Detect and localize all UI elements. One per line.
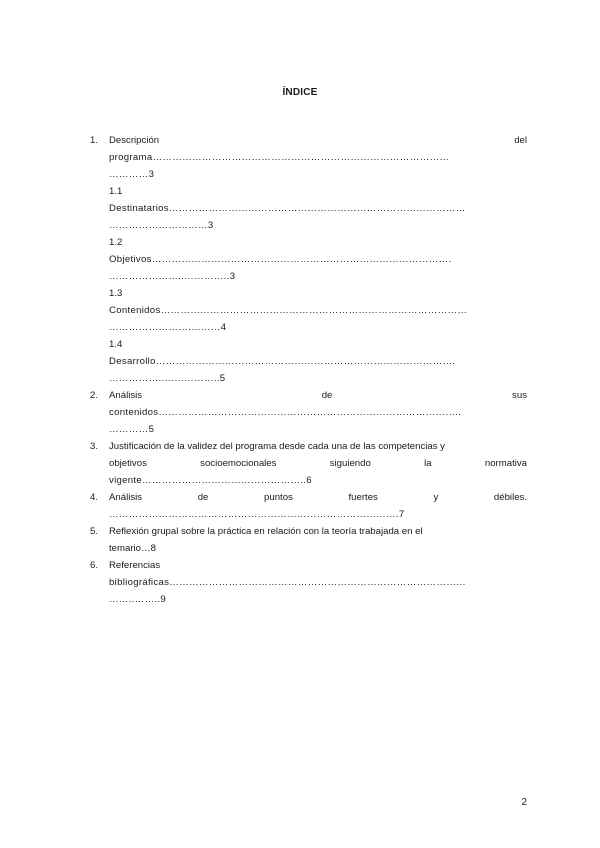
toc-subitem-1-2-line2[interactable]: …………………..…………..3: [109, 271, 236, 282]
toc-subitem-1-1-line2[interactable]: …………………………3: [109, 220, 214, 231]
toc-item-5-line2[interactable]: temario…8: [109, 543, 156, 554]
toc-item-4-line1[interactable]: Análisis de puntos fuertes y débiles.: [109, 492, 527, 503]
toc-item-number[interactable]: 5.: [90, 526, 99, 537]
toc-subitem-1-3-number[interactable]: 1.3: [109, 288, 123, 299]
toc-item-number[interactable]: 3.: [90, 441, 99, 452]
toc-item-1-line3[interactable]: …………3: [109, 169, 155, 180]
toc-subitem-1-3-line2[interactable]: …………………….………4: [109, 322, 227, 333]
toc-item-number[interactable]: 2.: [90, 390, 99, 401]
toc-subitem-1-3-line1[interactable]: Contenidos…………………………………………………………………………………: [109, 305, 468, 316]
toc-subitem-1-2-line1[interactable]: Objetivos……………………………………………………………………………….: [109, 254, 452, 265]
toc-item-number[interactable]: 1.: [90, 135, 99, 146]
toc-item-2-line3[interactable]: …………5: [109, 424, 155, 435]
toc-subitem-1-1-line1[interactable]: Destinatarios………………………………………………………………………………: [109, 203, 466, 214]
toc-item-2-line2[interactable]: contenidos………………………………………………………………………………..: [109, 407, 462, 418]
toc-subitem-1-4-line1[interactable]: Desarrollo……………………………………………………………………………….: [109, 356, 456, 367]
toc-item-6-line2[interactable]: bibliográficas………………………………………………………………………………: [109, 577, 467, 588]
toc-item-6-line1[interactable]: Referencias: [109, 560, 161, 571]
toc-item-3-line1[interactable]: Justificación de la validez del programa desde cada una de las competencias y: [109, 441, 445, 452]
toc-subitem-1-4-line2[interactable]: ……………..……………..5: [109, 373, 226, 384]
toc-item-1-line1[interactable]: Descripción del: [109, 135, 527, 146]
toc-item-number[interactable]: 6.: [90, 560, 99, 571]
toc-item-6-line3[interactable]: ……..……..9: [109, 594, 167, 605]
toc-item-1-line2[interactable]: programa………………………………………………………………………………: [109, 152, 450, 163]
page-number: 2: [521, 797, 527, 808]
page-title: ÍNDICE: [282, 87, 318, 98]
toc-item-5-line1[interactable]: Reflexión grupal sobre la práctica en relación con la teoría trabajada en el: [109, 526, 423, 537]
toc-subitem-1-4-number[interactable]: 1.4: [109, 339, 123, 350]
toc-item-2-line1[interactable]: Análisis de sus: [109, 390, 527, 401]
toc-subitem-1-2-number[interactable]: 1.2: [109, 237, 123, 248]
toc-item-3-line2[interactable]: objetivos socioemocionales siguiendo la normativa: [109, 458, 527, 469]
toc-item-number[interactable]: 4.: [90, 492, 99, 503]
toc-item-4-line2[interactable]: …………………………………………………………………………….7: [109, 509, 405, 520]
toc-item-3-line3[interactable]: vigente…………………………………………..6: [109, 475, 312, 486]
toc-subitem-1-1-number[interactable]: 1.1: [109, 186, 123, 197]
